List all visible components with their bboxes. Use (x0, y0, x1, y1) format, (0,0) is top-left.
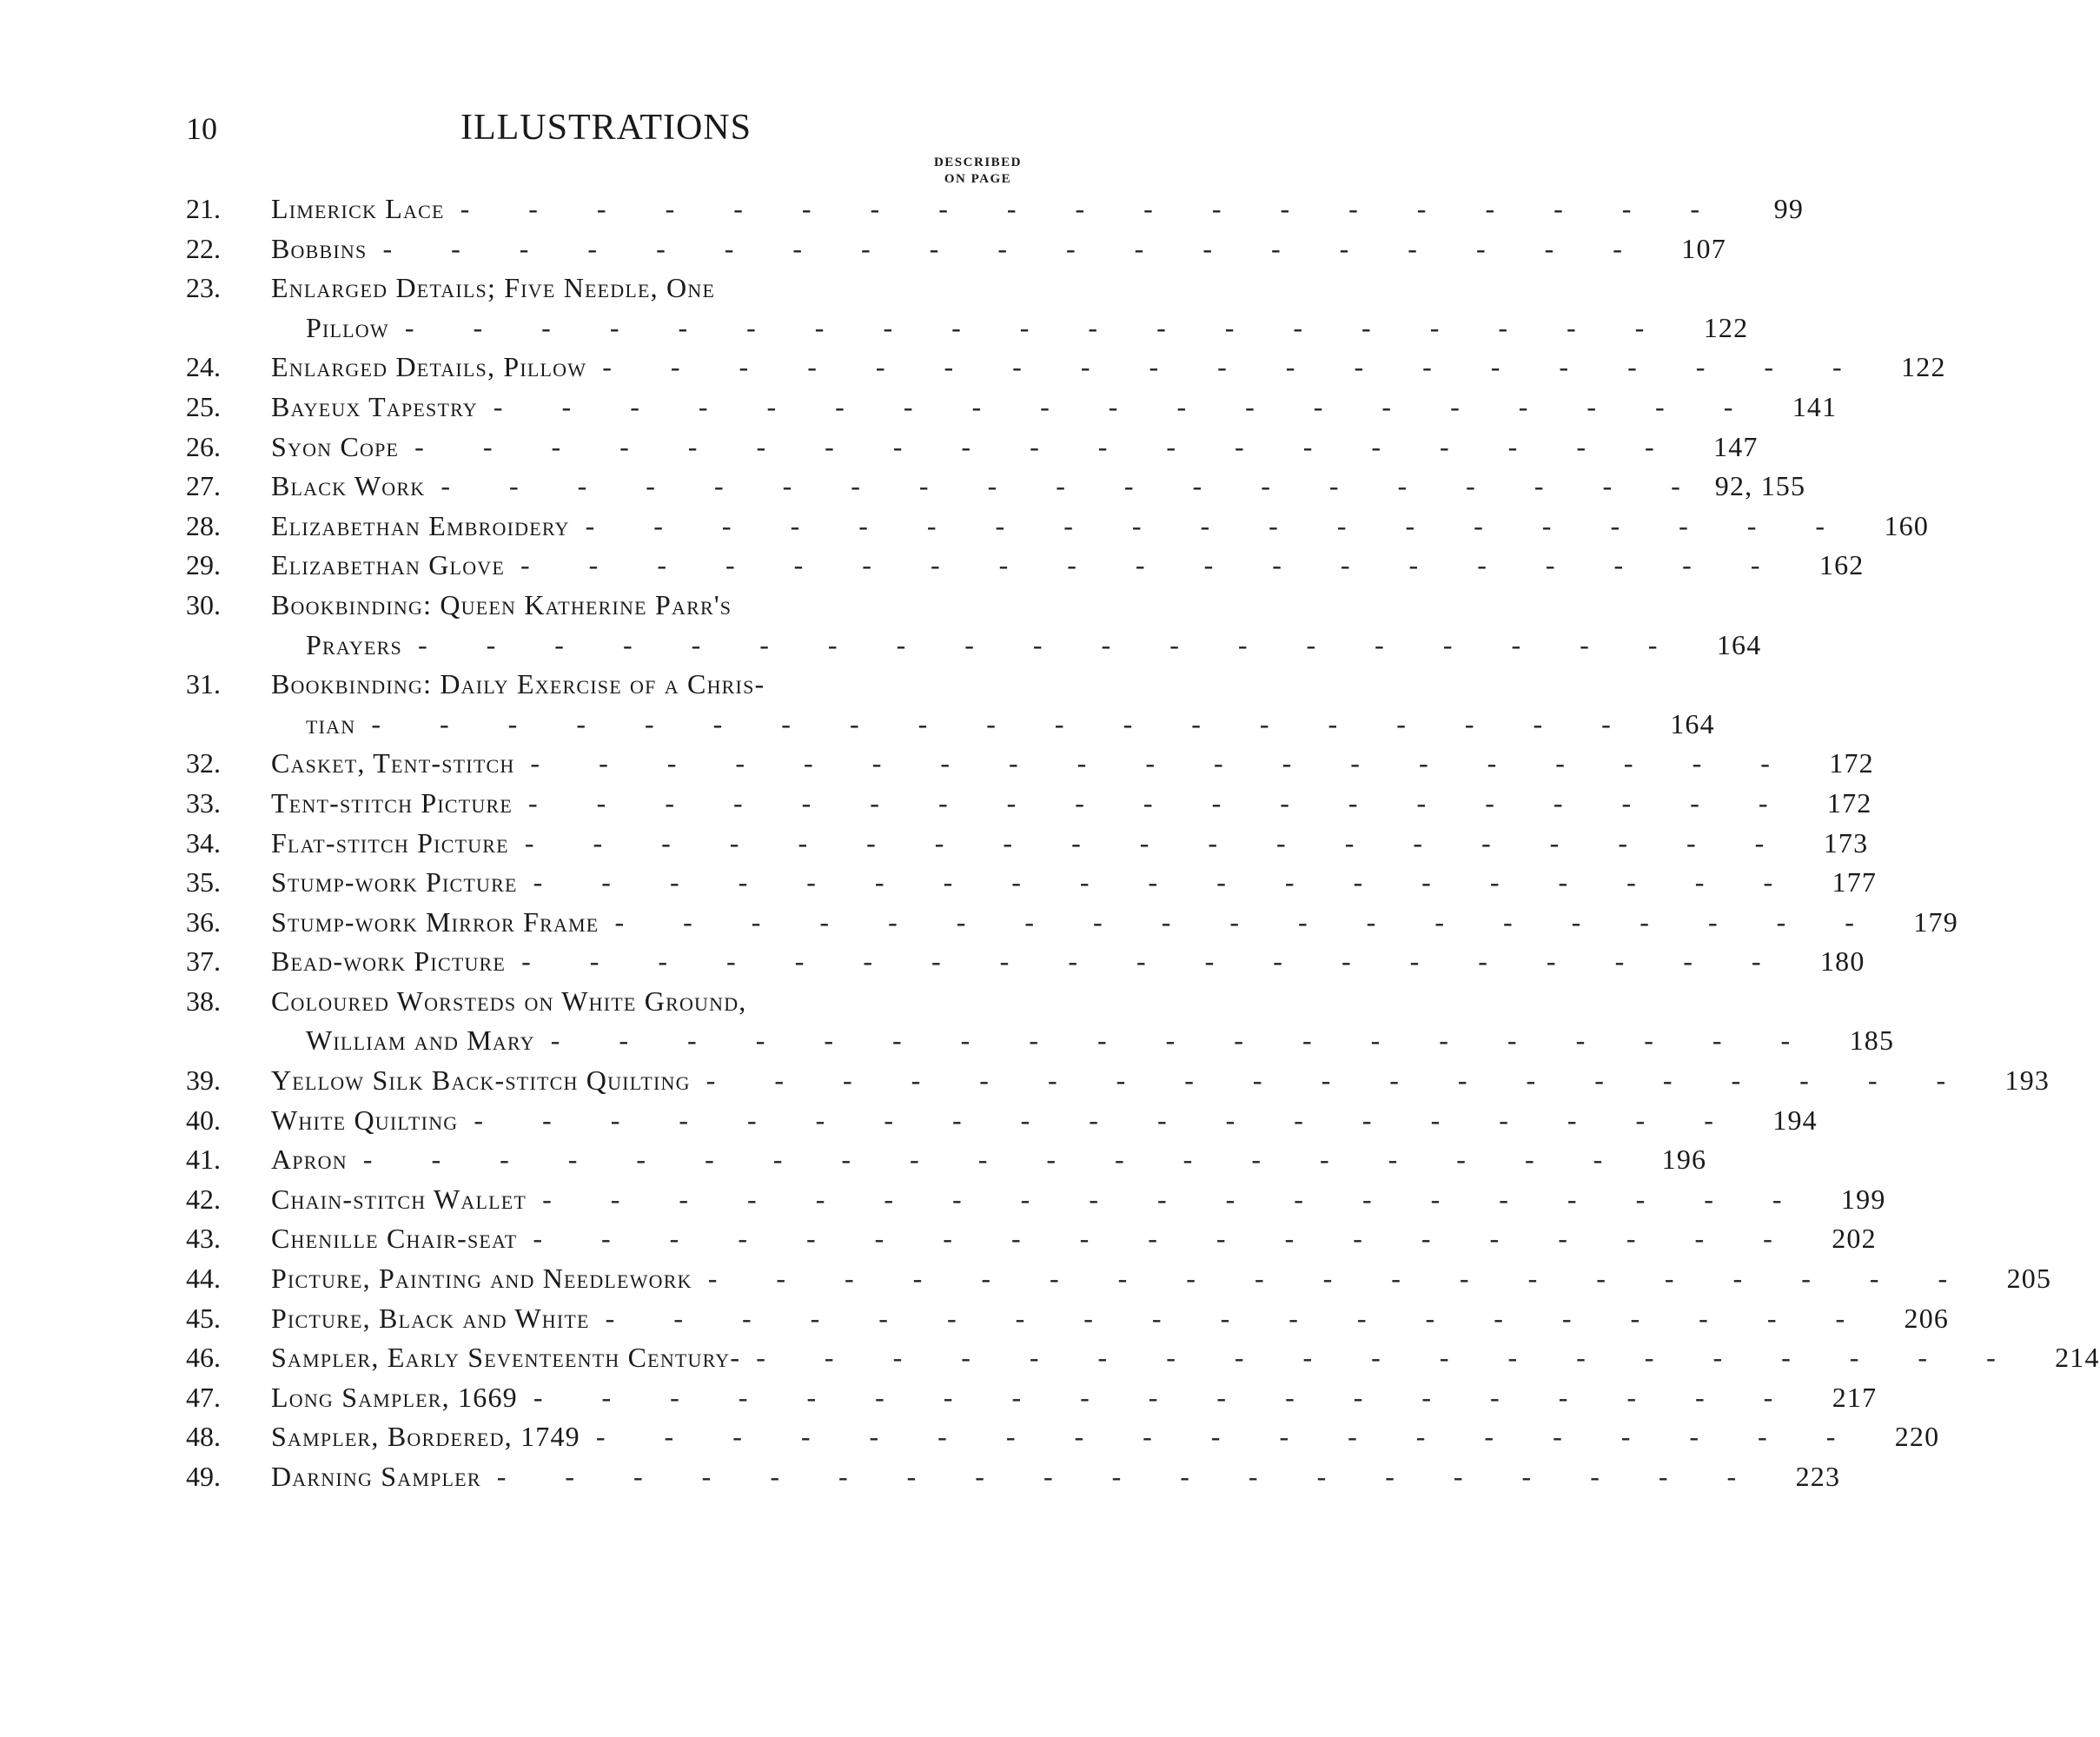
illustration-number: 43. (186, 1223, 221, 1255)
illustration-title-line (271, 1259, 2052, 1299)
illustration-title: Prayers (306, 628, 402, 660)
page-reference: 217 (1832, 1381, 1878, 1413)
illustration-number: 41. (186, 1144, 221, 1176)
illustration-title-line (306, 705, 1715, 745)
illustration-number: 38. (186, 985, 221, 1017)
illustration-number: 22. (186, 232, 221, 264)
illustration-title-line (271, 229, 1726, 269)
page-reference: 185 (1849, 1024, 1895, 1057)
illustration-number: 48. (186, 1421, 221, 1453)
dot-leader: - - - - - - - - - - - - - - - - - - - (756, 1342, 2022, 1374)
illustration-title: Bayeux Tapestry (271, 390, 478, 422)
illustration-title-line (271, 665, 942, 705)
dot-leader: - - - - - - - - - - - - - - - - - - - (524, 826, 1791, 859)
page-reference: 92, 155 (1714, 470, 1806, 502)
illustration-title: Tent-stitch Picture (271, 786, 513, 819)
illustration-title-line (271, 942, 1865, 982)
illustration-number: 37. (186, 945, 221, 978)
illustration-title: Chenille Chair-seat (271, 1223, 518, 1255)
dot-leader: - - - - - - - - - - - - - - - - - - - (371, 707, 1637, 739)
dot-leader: - - - - - - - - - - - - - - - - - - - (496, 1461, 1763, 1492)
list-item (186, 1457, 1841, 1497)
illustration-number: 33. (186, 786, 221, 819)
dot-leader: - - - - - - - - - - - - - - - - - - - (382, 232, 1648, 264)
list-item (186, 586, 1762, 665)
dot-leader: - - - - - - - - - - - - - - - - - - - (595, 1421, 1862, 1453)
dot-leader: - - - - - - - - - - - - - - - - - - - (533, 866, 1799, 898)
illustration-title: White Quilting (271, 1104, 459, 1136)
illustration-title: Enlarged Details; Five Needle, One (271, 272, 716, 304)
illustration-title: Elizabethan Embroidery (271, 509, 570, 541)
illustration-title-line (271, 1417, 1940, 1457)
illustration-title-line (271, 467, 1806, 507)
illustration-title-line (271, 1378, 1878, 1418)
illustration-title-line (271, 269, 942, 308)
illustration-number: 28. (186, 509, 221, 541)
page-reference: 164 (1716, 628, 1762, 660)
page-reference: 196 (1661, 1144, 1707, 1176)
illustration-title-line (271, 824, 1869, 864)
list-item (186, 1299, 1950, 1339)
list-item (186, 665, 1715, 744)
page-reference: 107 (1681, 232, 1726, 264)
list-item (186, 824, 1869, 864)
illustration-title-line (271, 744, 1874, 784)
dot-leader: - - - - - - - - - - - - - - - - - - - (530, 747, 1796, 779)
dot-leader: - - - - - - - - - - - - - - - - - - - (602, 351, 1868, 383)
illustration-title-line (306, 1021, 1895, 1061)
dot-leader: - - - - - - - - - - - - - - - - - - - (520, 549, 1786, 581)
page-reference: 172 (1829, 747, 1874, 779)
column-heading-line: ON PAGE (944, 172, 1012, 186)
illustration-title-line (271, 1338, 2100, 1378)
illustration-title: Picture, Painting and Needlework (271, 1263, 692, 1295)
illustration-title-line (271, 1180, 1886, 1220)
illustration-title: Picture, Black and White (271, 1302, 590, 1334)
page-reference: 199 (1840, 1183, 1886, 1215)
page-reference: 179 (1913, 905, 1958, 938)
illustration-number: 45. (186, 1302, 221, 1334)
dot-leader: - - - - - - - - - - - - - - - - - - - (707, 1263, 1974, 1295)
dot-leader: - - - - - - - - - - - - - - - - - - - (528, 786, 1794, 819)
illustration-title: Syon Cope (271, 430, 400, 462)
illustration-title: Elizabethan Glove (271, 549, 506, 581)
illustration-title-line (271, 546, 1865, 586)
dot-leader: - - - - - - - - - - - - - - - - - - - (493, 390, 1759, 422)
illustration-title-line (271, 189, 1805, 229)
list-item (186, 546, 1865, 586)
illustration-number: 25. (186, 390, 221, 422)
illustration-number: 46. (186, 1342, 221, 1374)
dot-leader: - - - - - - - - - - - - - - - - - - - (460, 193, 1726, 224)
illustration-number: 27. (186, 470, 221, 502)
list-item (186, 467, 1806, 507)
illustration-title: Stump-work Mirror Frame (271, 905, 600, 938)
dot-leader: - - - - - - - - - - - - - - - - - - - (474, 1104, 1739, 1136)
illustration-title-line (271, 903, 1958, 943)
dot-leader: - - - - - - - - - - - - - - - - - - - (542, 1183, 1808, 1215)
illustration-title-line (271, 428, 1759, 467)
list-item (186, 1259, 2052, 1299)
list-item (186, 1417, 1940, 1457)
illustration-title: Yellow Silk Back-stitch Quilting (271, 1064, 691, 1097)
illustration-number: 36. (186, 905, 221, 938)
page-reference: 180 (1819, 945, 1865, 978)
list-item (186, 1338, 2100, 1378)
running-head: ILLUSTRATIONS (460, 108, 752, 148)
illustration-title-line (271, 863, 1878, 903)
illustration-title-line (271, 1140, 1707, 1180)
list-item (186, 428, 1759, 467)
illustration-number: 35. (186, 866, 221, 898)
list-item (186, 982, 1895, 1061)
illustration-title-line (271, 1299, 1950, 1339)
list-item (186, 1180, 1886, 1220)
illustration-title: Coloured Worsteds on White Ground, (271, 985, 747, 1017)
illustration-title: Sampler, Bordered, 1749 (271, 1421, 580, 1453)
illustration-title: Black Work (271, 470, 426, 502)
illustration-number: 31. (186, 668, 221, 700)
illustration-title-line (271, 784, 1872, 824)
dot-leader: - - - - - - - - - - - - - - - - - - - (706, 1064, 1972, 1097)
illustration-title-line (271, 1457, 1841, 1497)
list-item (186, 388, 1838, 428)
column-heading-line: DESCRIBED (933, 156, 1022, 169)
illustration-title: Flat-stitch Picture (271, 826, 509, 859)
column-heading (934, 155, 1022, 188)
illustration-title: Bead-work Picture (271, 945, 507, 978)
illustration-title-line (271, 586, 942, 626)
page-reference: 177 (1832, 866, 1878, 898)
illustration-title: Stump-work Picture (271, 866, 518, 898)
page-reference: 122 (1703, 311, 1749, 343)
page-reference: 141 (1792, 390, 1838, 422)
list-item (186, 1219, 1877, 1259)
illustration-number: 21. (186, 193, 221, 224)
dot-leader: - - - - - - - - - - - - - - - - - - - (605, 1302, 1871, 1334)
illustration-title: Darning Sampler (271, 1461, 481, 1492)
illustration-title: Chain-stitch Wallet (271, 1183, 527, 1215)
page-reference: 214 (2055, 1342, 2100, 1374)
list-item (186, 1061, 2050, 1101)
page-reference: 122 (1901, 351, 1946, 383)
illustration-number: 26. (186, 430, 221, 462)
illustration-number: 34. (186, 826, 221, 859)
illustration-title-line (271, 982, 942, 1022)
dot-leader: - - - - - - - - - - - - - - - - - - - (533, 1223, 1799, 1255)
dot-leader: - - - - - - - - - - - - - - - - - - - (441, 470, 1706, 502)
list-item (186, 269, 1749, 348)
illustrations-list (186, 189, 2100, 1497)
page-reference: 194 (1772, 1104, 1818, 1136)
illustration-number: 32. (186, 747, 221, 779)
list-item (186, 1140, 1707, 1180)
page-reference: 206 (1904, 1302, 1950, 1334)
illustration-title-line (271, 507, 1930, 547)
dot-leader: - - - - - - - - - - - - - - - - - - - (614, 905, 1880, 938)
dot-leader: - - - - - - - - - - - - - - - - - - - (533, 1381, 1799, 1413)
dot-leader: - - - - - - - - - - - - - - - - - - - (362, 1144, 1629, 1176)
page-reference: 223 (1795, 1461, 1841, 1492)
illustration-number: 42. (186, 1183, 221, 1215)
page-reference: 193 (2004, 1064, 2050, 1097)
illustration-title-line (271, 348, 1946, 388)
page-reference: 205 (2006, 1263, 2052, 1295)
illustration-number: 24. (186, 351, 221, 383)
list-item (186, 784, 1872, 824)
illustration-title: Enlarged Details, Pillow (271, 351, 587, 383)
page-reference: 160 (1884, 509, 1930, 541)
page-number: 10 (186, 111, 217, 146)
illustration-number: 39. (186, 1064, 221, 1097)
page-reference: 164 (1670, 707, 1715, 739)
illustration-title: Pillow (306, 311, 389, 343)
illustration-title-line (271, 388, 1838, 428)
list-item (186, 348, 1946, 388)
page-reference: 202 (1832, 1223, 1877, 1255)
illustration-title-line (271, 1061, 2050, 1101)
list-item (186, 1101, 1818, 1141)
illustration-title: Casket, Tent-stitch (271, 747, 515, 779)
list-item (186, 863, 1878, 903)
dot-leader: - - - - - - - - - - - - - - - - - - - (417, 628, 1684, 660)
list-item (186, 229, 1726, 269)
illustration-number: 49. (186, 1461, 221, 1492)
list-item (186, 744, 1874, 784)
page-reference: 162 (1818, 549, 1865, 581)
illustration-title: Long Sampler, 1669 (271, 1381, 518, 1413)
page-reference: 172 (1826, 786, 1872, 819)
illustration-title: Bookbinding: Daily Exercise of a Chris- (271, 668, 765, 700)
illustration-title: Bookbinding: Queen Katherine Parr's (271, 588, 732, 620)
page-reference: 220 (1894, 1421, 1940, 1453)
illustration-title-line (306, 626, 1762, 666)
illustration-number: 40. (186, 1104, 221, 1136)
illustration-title: William and Mary (306, 1024, 535, 1057)
list-item (186, 507, 1930, 547)
illustration-title: Apron (271, 1144, 348, 1176)
list-item (186, 189, 1805, 229)
illustration-title: Sampler, Early Seventeenth Century- (271, 1342, 741, 1374)
illustration-title-line (306, 308, 1749, 348)
illustration-number: 23. (186, 272, 221, 304)
illustration-title-line (271, 1101, 1818, 1141)
illustration-title: Limerick Lace (271, 193, 445, 224)
illustration-number: 29. (186, 549, 221, 581)
list-item (186, 1378, 1878, 1418)
list-item (186, 903, 1958, 943)
illustration-number: 30. (186, 588, 221, 620)
page-reference: 99 (1773, 193, 1805, 224)
illustration-number: 44. (186, 1263, 221, 1295)
dot-leader: - - - - - - - - - - - - - - - - - - - (521, 945, 1787, 978)
dot-leader: - - - - - - - - - - - - - - - - - - - (414, 430, 1680, 462)
dot-leader: - - - - - - - - - - - - - - - - - - - (585, 509, 1852, 541)
illustration-number: 47. (186, 1381, 221, 1413)
page-reference: 147 (1713, 430, 1759, 462)
dot-leader: - - - - - - - - - - - - - - - - - - - (550, 1024, 1817, 1057)
illustration-title-line (271, 1219, 1877, 1259)
illustration-title: tian (306, 707, 356, 739)
page-reference: 173 (1823, 826, 1869, 859)
list-item (186, 942, 1865, 982)
dot-leader: - - - - - - - - - - - - - - - - - - - (404, 311, 1671, 343)
illustration-title: Bobbins (271, 232, 368, 264)
